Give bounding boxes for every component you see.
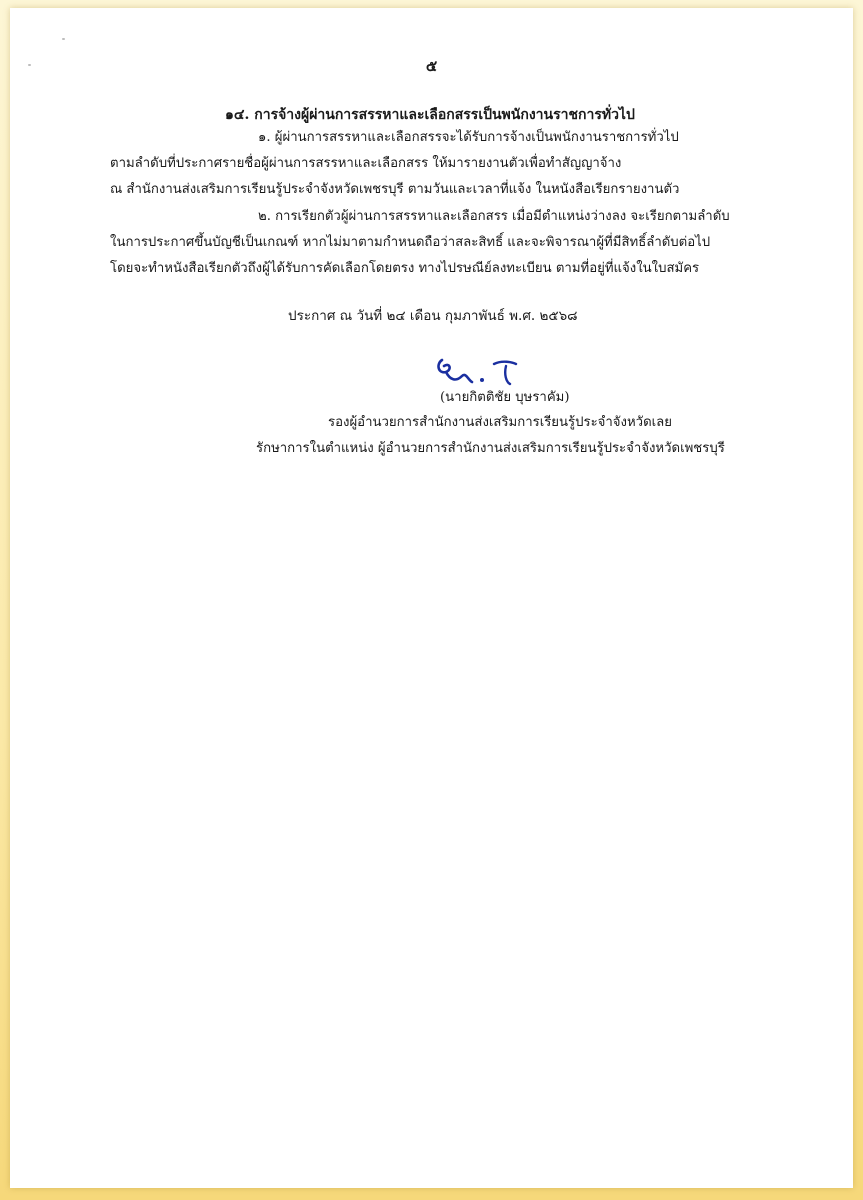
paragraph-2-line-2: ในการประกาศขึ้นบัญชีเป็นเกณฑ์ หากไม่มาตามกำหนดถือว่าสละสิทธิ์ และจะพิจารณาผู้ที่มีสิทธิ์ลำดับต่อไป: [110, 235, 711, 250]
section-heading: ๑๔. การจ้างผู้ผ่านการสรรหาและเลือกสรรเป็นพนักงานราชการทั่วไป: [225, 107, 635, 123]
signatory-position-2: รักษาการในตำแหน่ง ผู้อำนวยการสำนักงานส่งเสริมการเรียนรู้ประจำจังหวัดเพชรบุรี: [256, 441, 725, 456]
signatory-position-1: รองผู้อำนวยการสำนักงานส่งเสริมการเรียนรู้ประจำจังหวัดเลย: [328, 415, 672, 430]
signatory-name: (นายกิตติชัย บุษราคัม): [440, 390, 570, 405]
scan-speck: [62, 38, 65, 40]
paragraph-1-line-1: ๑. ผู้ผ่านการสรรหาและเลือกสรรจะได้รับการจ้างเป็นพนักงานราชการทั่วไป: [258, 130, 679, 145]
paragraph-1-line-3: ณ สำนักงานส่งเสริมการเรียนรู้ประจำจังหวัดเพชรบุรี ตามวันและเวลาที่แจ้ง ในหนังสือเรียกรายงานตัว: [110, 182, 680, 197]
paragraph-2-line-1: ๒. การเรียกตัวผู้ผ่านการสรรหาและเลือกสรร เมื่อมีตำแหน่งว่างลง จะเรียกตามลำดับ: [258, 209, 730, 224]
announcement-date: ประกาศ ณ วันที่ ๒๔ เดือน กุมภาพันธ์ พ.ศ. ๒๕๖๘: [288, 308, 578, 324]
page-number: ๕: [425, 57, 438, 75]
document-page: [10, 8, 853, 1188]
paragraph-2-line-3: โดยจะทำหนังสือเรียกตัวถึงผู้ได้รับการคัดเลือกโดยตรง ทางไปรษณีย์ลงทะเบียน ตามที่อยู่ที่แจ้งในใบสมัคร: [110, 261, 700, 276]
paragraph-1-line-2: ตามลำดับที่ประกาศรายชื่อผู้ผ่านการสรรหาและเลือกสรร ให้มารายงานตัวเพื่อทำสัญญาจ้าง: [110, 156, 622, 171]
